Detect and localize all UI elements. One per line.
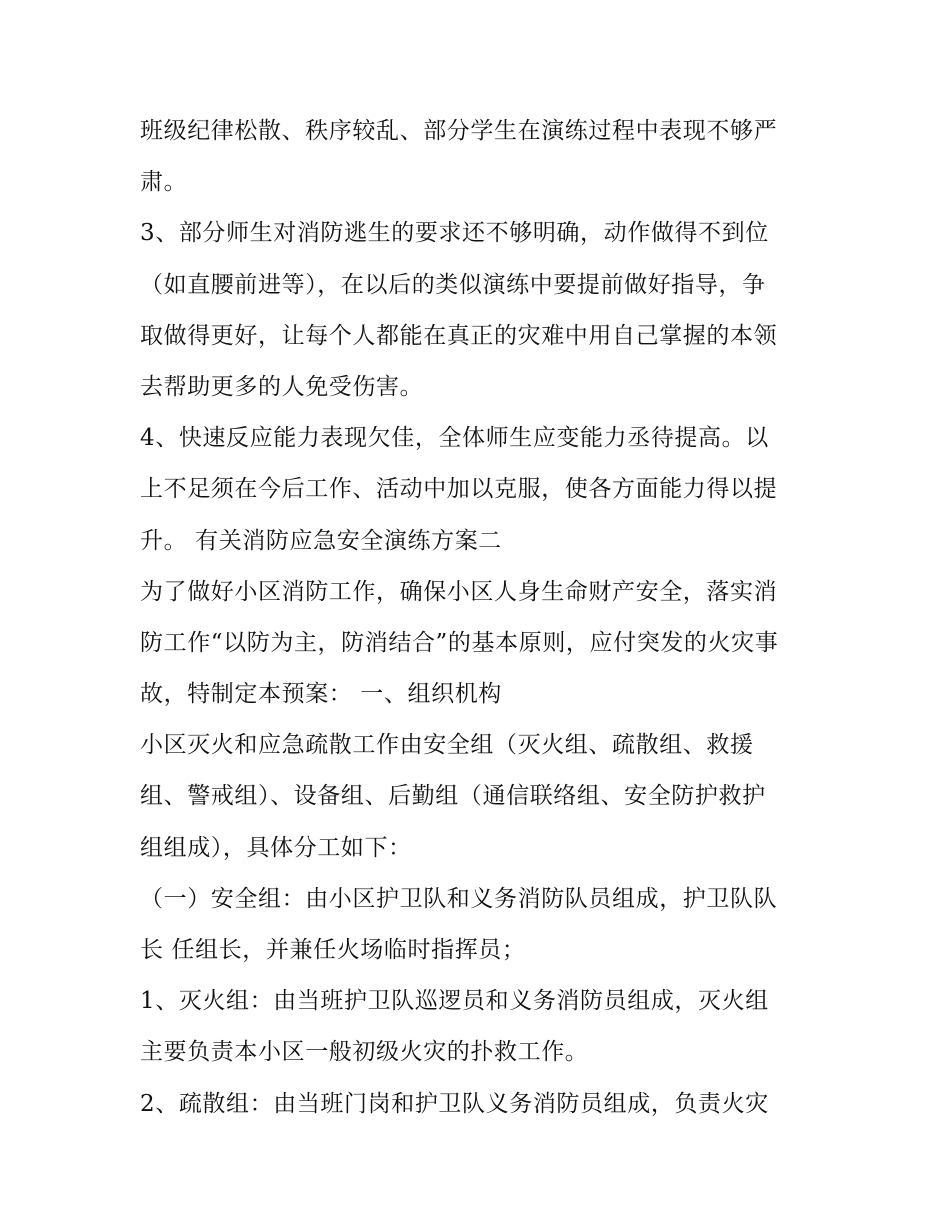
- text-line: 主要负责本小区一般初级火灾的扑救工作。: [140, 1039, 589, 1066]
- text-line: 长 任组长，并兼任火场临时指挥员；: [140, 937, 526, 963]
- text-line: 班级纪律松散、秩序较乱、部分学生在演练过程中表现不够严: [140, 118, 778, 144]
- text-line: 肃。: [140, 169, 188, 196]
- text-line: 3、部分师生对消防逃生的要求还不够明确，动作做得不到位: [140, 220, 769, 247]
- text-line: 组、警戒组）、设备组、后勤组（通信联络组、安全防护救护: [140, 783, 766, 810]
- text-line: 去帮助更多的人免受伤害。: [140, 373, 424, 400]
- text-line: 上不足须在今后工作、活动中加以克服，使各方面能力得以提: [140, 476, 778, 503]
- document-body: [140, 106, 820, 1130]
- text-line: 2、疏散组：由当班门岗和护卫队义务消防员组成，负责火灾: [140, 1090, 769, 1117]
- text-line: 防工作“以防为主，防消结合”的基本原则，应付突发的火灾事: [140, 629, 779, 656]
- text-line: （如直腰前进等），在以后的类似演练中要提前做好指导，争: [140, 271, 766, 298]
- text-line: 1、灭火组：由当班护卫队巡逻员和义务消防员组成，灭火组: [140, 988, 769, 1015]
- text-line: 小区灭火和应急疏散工作由安全组（灭火组、疏散组、救援: [140, 732, 754, 759]
- text-line: 故，特制定本预案： 一、组织机构: [140, 681, 502, 708]
- text-line: 4、快速反应能力表现欠佳，全体师生应变能力丞待提高。以: [140, 425, 769, 452]
- text-line: 取做得更好，让每个人都能在真正的灾难中用自己掌握的本领: [140, 322, 778, 349]
- text-line: 升。 有关消防应急安全演练方案二: [140, 527, 502, 554]
- text-line: 组组成），具体分工如下：: [140, 834, 412, 861]
- text-line: （一）安全组：由小区护卫队和义务消防队员组成，护卫队队: [140, 885, 778, 912]
- text-line: 为了做好小区消防工作，确保小区人身生命财产安全，落实消: [140, 578, 778, 605]
